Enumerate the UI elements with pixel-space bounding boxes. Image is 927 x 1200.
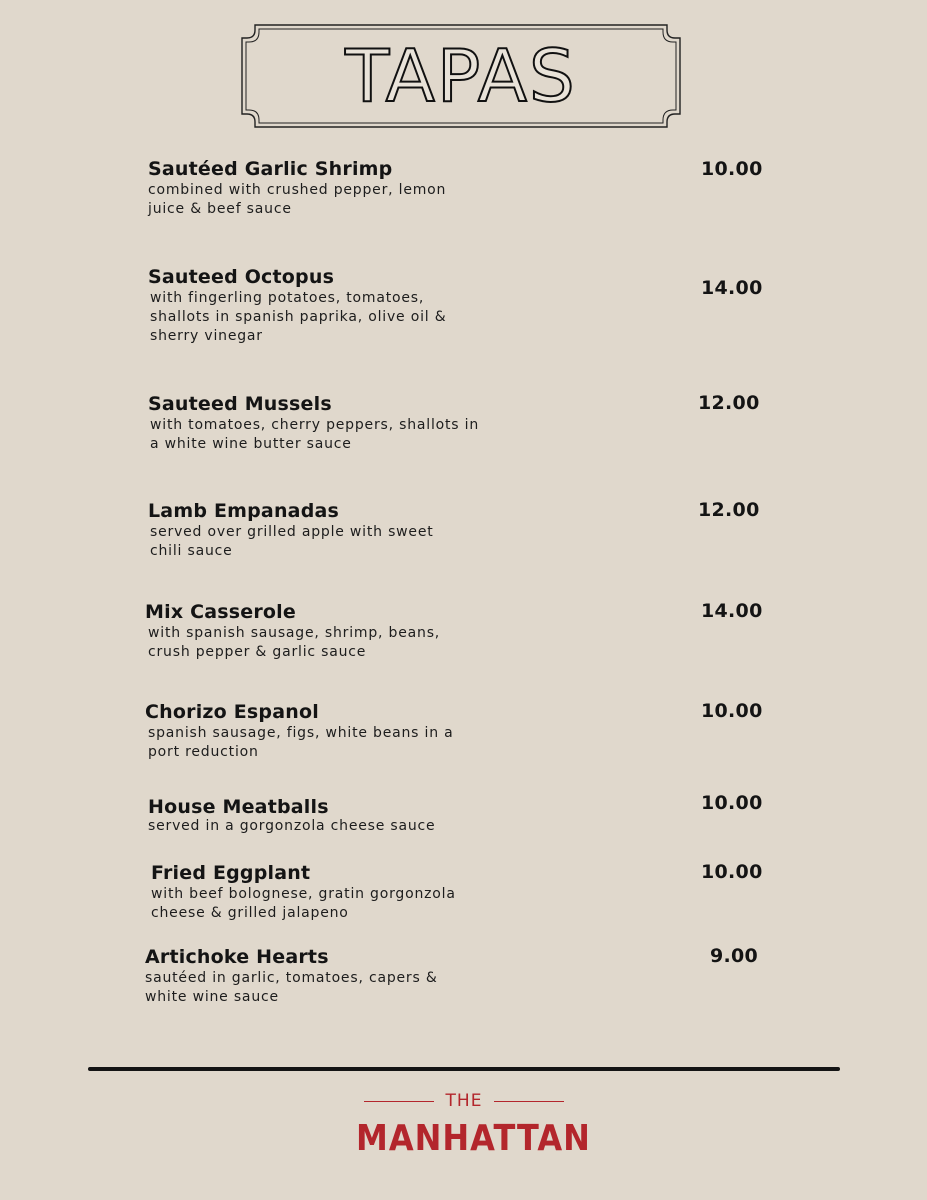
item-price: 14.00: [701, 600, 763, 622]
menu-item: [148, 392, 488, 454]
item-price: 9.00: [710, 945, 759, 967]
restaurant-logo: [356, 1088, 591, 1164]
menu-item: [148, 157, 488, 219]
item-description: with beef bolognese, gratin gorgonzola cheese & grilled jalapeno: [151, 886, 456, 921]
item-description: served over grilled apple with sweet chili sauce: [150, 524, 434, 559]
item-price: 12.00: [698, 392, 760, 414]
menu-item: [145, 700, 485, 762]
menu-item: [148, 265, 488, 346]
item-price: 10.00: [701, 861, 763, 883]
item-price: 10.00: [701, 158, 763, 180]
item-description: combined with crushed pepper, lemon juice & beef sauce: [148, 182, 447, 217]
item-name: Sauteed Mussels: [148, 393, 332, 415]
item-name: Sautéed Garlic Shrimp: [148, 158, 393, 180]
item-description: with tomatoes, cherry peppers, shallots in a white wine butter sauce: [150, 417, 479, 452]
item-description: served in a gorgonzola cheese sauce: [148, 818, 436, 834]
item-price: 14.00: [701, 277, 763, 299]
item-description: sautéed in garlic, tomatoes, capers & white wine sauce: [145, 970, 438, 1005]
menu-item: [151, 861, 491, 923]
menu-item: [148, 499, 488, 561]
item-name: Mix Casserole: [145, 601, 296, 623]
item-name: Fried Eggplant: [151, 862, 311, 884]
item-name: Chorizo Espanol: [145, 701, 319, 723]
item-price: 10.00: [701, 700, 763, 722]
logo-the: THE: [445, 1091, 483, 1111]
title-frame: [241, 24, 681, 128]
logo-name: MANHATTAN: [356, 1117, 591, 1159]
menu-item: [145, 600, 485, 662]
page-title: TAPAS: [345, 34, 577, 118]
item-name: House Meatballs: [148, 796, 329, 818]
item-description: with spanish sausage, shrimp, beans, crush pepper & garlic sauce: [148, 625, 441, 660]
item-price: 12.00: [698, 499, 760, 521]
item-description: with fingerling potatoes, tomatoes, shallots in spanish paprika, olive oil & sherry vinegar: [150, 290, 447, 344]
item-description: spanish sausage, figs, white beans in a port reduction: [148, 725, 454, 760]
item-name: Artichoke Hearts: [145, 946, 329, 968]
menu-item: [148, 796, 488, 834]
footer-divider: [88, 1067, 840, 1071]
item-name: Lamb Empanadas: [148, 500, 340, 522]
menu-item: [145, 945, 485, 1007]
item-name: Sauteed Octopus: [148, 266, 335, 288]
item-price: 10.00: [701, 792, 763, 814]
